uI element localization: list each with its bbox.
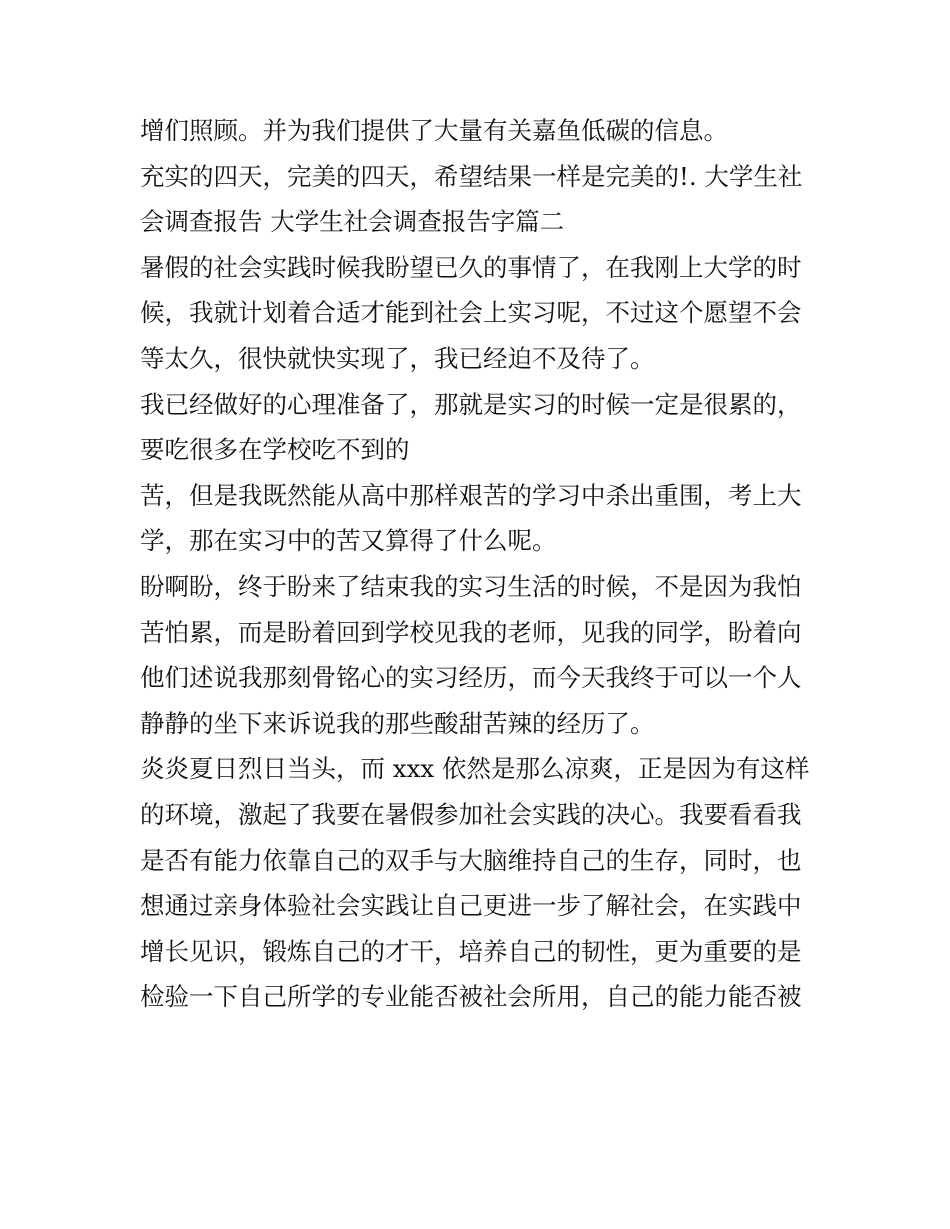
text-line: 想通过亲身体验社会实践让自己更进一步了解社会，在实践中 — [140, 891, 802, 921]
text-line: 增长见识，锻炼自己的才干，培养自己的韧性，更为重要的是 — [140, 936, 802, 966]
text-line: 苦，但是我既然能从高中那样艰苦的学习中杀出重围，考上大 — [140, 480, 802, 510]
text-line: 学，那在实习中的苦又算得了什么呢。 — [140, 526, 557, 556]
body-text — [140, 108, 820, 1020]
text-line: 会调查报告 大学生社会调查报告字篇二 — [140, 207, 565, 237]
text-line: 候，我就计划着合适才能到社会上实习呢，不过这个愿望不会 — [140, 298, 802, 328]
text-line: 增们照顾。并为我们提供了大量有关嘉鱼低碳的信息。 — [140, 116, 728, 145]
text-line: 要吃很多在学校吃不到的 — [140, 435, 410, 465]
text-line: 苦怕累，而是盼着回到学校见我的老师，见我的同学，盼着向 — [140, 617, 802, 647]
text-line: 静静的坐下来诉说我的那些酸甜苦辣的经历了。 — [140, 708, 655, 738]
text-line: 等太久，很快就快实现了，我已经迫不及待了。 — [140, 343, 655, 373]
text-line: 暑假的社会实践时候我盼望已久的事情了，在我刚上大学的时 — [140, 252, 802, 282]
text-line: 我已经做好的心理准备了，那就是实习的时候一定是很累的， — [140, 389, 802, 419]
text-line: 炎炎夏日烈日当头，而 xxx 依然是那么凉爽，正是因为有这样 — [140, 754, 810, 784]
text-line: 检验一下自己所学的专业能否被社会所用，自己的能力能否被 — [140, 982, 802, 1012]
text-line: 他们述说我那刻骨铭心的实习经历，而今天我终于可以一个人 — [140, 663, 802, 693]
text-line: 是否有能力依靠自己的双手与大脑维持自己的生存，同时，也 — [140, 845, 802, 875]
text-line: 充实的四天，完美的四天，希望结果一样是完美的!. 大学生社 — [140, 161, 803, 191]
text-line: 盼啊盼，终于盼来了结束我的实习生活的时候，不是因为我怕 — [140, 571, 802, 601]
text-line: 的环境，激起了我要在暑假参加社会实践的决心。我要看看我 — [140, 799, 802, 829]
